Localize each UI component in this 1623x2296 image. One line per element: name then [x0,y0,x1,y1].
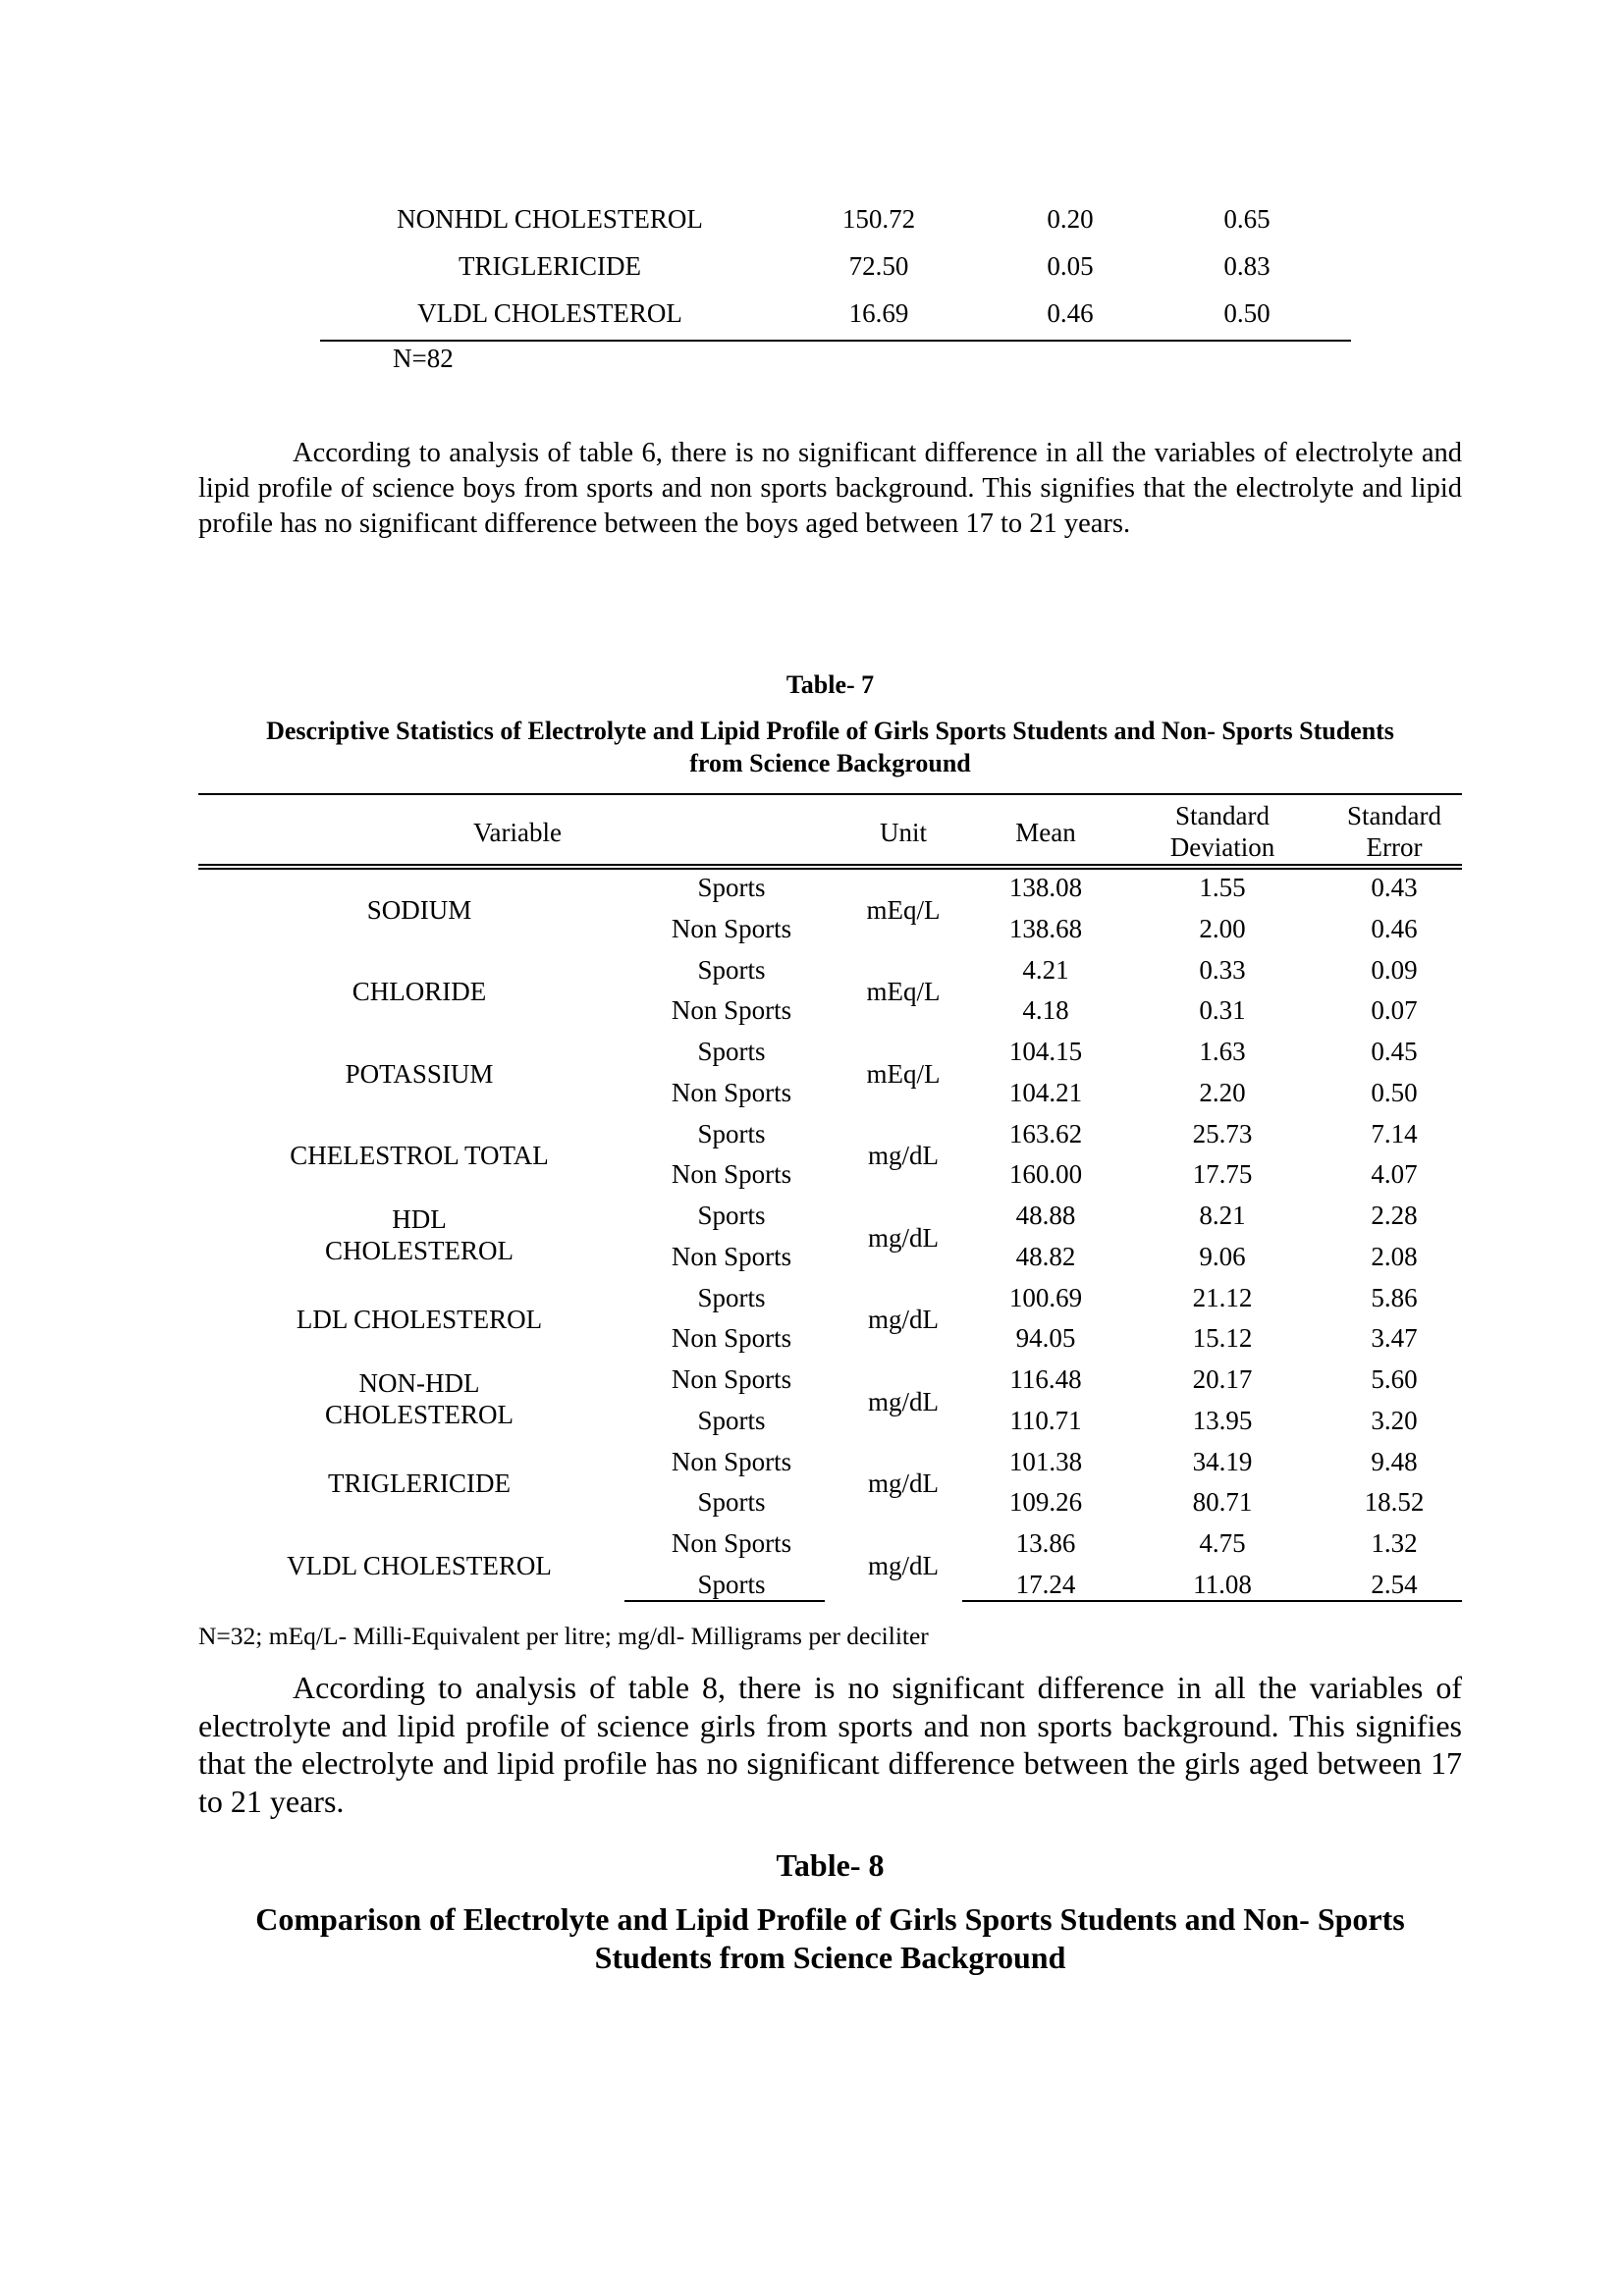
table-row [0,298,1623,338]
group-cell: Non Sports [671,1528,792,1558]
value-cell: 16.69 [848,298,909,328]
value-cell: 0.83 [1223,251,1271,281]
variable-label: SODIUM [366,894,472,925]
header-unit: Unit [879,818,927,847]
sd-cell: 1.55 [1199,873,1246,902]
group-cell: Sports [697,1282,766,1312]
variable-label: VLDL CHOLESTEROL [287,1550,552,1580]
se-cell: 5.86 [1371,1282,1418,1312]
unit-cell: mg/dL [868,1468,939,1499]
sd-cell: 2.20 [1199,1077,1246,1107]
unit-cell: mg/dL [868,1550,939,1580]
variable-label-line2: CHOLESTEROL [325,1236,514,1265]
paragraph-text: According to analysis of table 8, there is no significant difference in all the variables of electrolyte and lipid profile of science girls from sports and non sports background. This signifies that the electrolyte and lipid profile has no significant difference between the girls aged between 17 to 21 years. [198,1670,1462,1819]
mean-cell: 163.62 [1008,1118,1083,1148]
se-cell: 2.28 [1371,1201,1418,1230]
mean-cell: 48.82 [1015,1241,1076,1271]
variable-label: CHELESTROL TOTAL [290,1141,549,1171]
table-row [0,251,1623,291]
variable-label: HDL [392,1204,447,1234]
value-cell: 72.50 [848,251,909,281]
mean-cell: 17.24 [1015,1569,1076,1599]
table-note: N=32; mEq/L- Milli-Equivalent per litre; mg/dl- Milligrams per deciliter [198,1622,929,1650]
sd-cell: 0.31 [1199,995,1246,1025]
unit-cell: mg/dL [868,1141,939,1171]
variable-label: TRIGLERICIDE [328,1468,511,1499]
sd-cell: 9.06 [1199,1241,1246,1271]
table-title: Descriptive Statistics of Electrolyte and Lipid Profile of Girls Sports Students and Non- Sports Students [266,717,1394,745]
group-bottom-rule [624,1600,825,1602]
variable-cell: NONHDL CHOLESTEROL [397,204,703,234]
unit-cell: mEq/L [866,1058,941,1089]
variable-cell: VLDL CHOLESTEROL [417,298,682,328]
mean-cell: 101.38 [1008,1446,1083,1476]
se-cell: 4.07 [1371,1159,1418,1189]
mean-cell: 104.15 [1008,1037,1083,1066]
sd-cell: 8.21 [1199,1201,1246,1230]
unit-cell: mg/dL [868,1305,939,1335]
table-title-line2: Students from Science Background [594,1940,1066,1975]
sd-cell: 34.19 [1192,1446,1253,1476]
values-bottom-rule [962,1600,1462,1602]
se-cell: 0.09 [1371,954,1418,985]
group-cell: Sports [697,873,766,902]
unit-cell: mg/dL [868,1222,939,1253]
sd-cell: 80.71 [1192,1487,1253,1517]
header-double-rule [198,864,1462,866]
mean-cell: 110.71 [1009,1405,1082,1435]
group-cell: Sports [697,1037,766,1066]
header-double-rule [198,868,1462,870]
mean-cell: 138.68 [1008,913,1083,943]
se-cell: 3.47 [1371,1323,1418,1353]
body-paragraph [198,436,1462,542]
sd-cell: 13.95 [1192,1405,1253,1435]
mean-cell: 4.21 [1022,954,1069,985]
sd-cell: 0.33 [1199,954,1246,985]
group-cell: Non Sports [671,995,792,1025]
header-sd: Standard Deviation [1169,801,1275,862]
se-cell: 0.46 [1371,913,1418,943]
se-cell: 18.52 [1364,1487,1425,1517]
group-cell: Non Sports [671,913,792,943]
variable-label: POTASSIUM [345,1058,494,1089]
sd-cell: 20.17 [1192,1364,1253,1394]
group-cell: Non Sports [671,1159,792,1189]
se-cell: 0.43 [1371,873,1418,902]
group-cell: Sports [697,1487,766,1517]
sd-cell: 17.75 [1192,1159,1253,1189]
table-row [0,204,1623,243]
sd-cell: 2.00 [1199,913,1246,943]
sd-cell: 25.73 [1192,1118,1253,1148]
variable-cell: TRIGLERICIDE [459,251,641,281]
table-label: Table- 8 [776,1847,885,1883]
group-cell: Non Sports [671,1241,792,1271]
mean-cell: 116.48 [1009,1364,1082,1394]
table-title: Comparison of Electrolyte and Lipid Profile of Girls Sports Students and Non- Sports [255,1901,1405,1937]
variable-label: LDL CHOLESTEROL [296,1305,543,1335]
se-cell: 0.07 [1371,995,1418,1025]
table-note: N=82 [393,344,454,373]
mean-cell: 109.26 [1008,1487,1083,1517]
header-se: Standard Error [1347,801,1441,862]
mean-cell: 104.21 [1008,1077,1083,1107]
body-paragraph [198,1669,1462,1820]
sd-cell: 1.63 [1199,1037,1246,1066]
group-cell: Sports [697,1201,766,1230]
se-cell: 0.45 [1371,1037,1418,1066]
group-cell: Non Sports [671,1077,792,1107]
table-label: Table- 7 [785,670,875,699]
variable-label: NON-HDL [358,1368,480,1398]
header-variable: Variable [473,818,562,847]
mean-cell: 48.88 [1015,1201,1076,1230]
value-cell: 0.50 [1223,298,1271,328]
se-cell: 9.48 [1371,1446,1418,1476]
se-cell: 2.08 [1371,1241,1418,1271]
sd-cell: 21.12 [1192,1282,1253,1312]
paragraph-text: According to analysis of table 6, there is no significant difference in all the variables of electrolyte and lipid profile of science boys from sports and non sports background. This signifies that the electrolyte and lipid profile has no significant difference between the boys aged between 17 to 21 years. [198,438,1462,539]
se-cell: 3.20 [1371,1405,1418,1435]
sd-cell: 4.75 [1199,1528,1246,1558]
sd-cell: 15.12 [1192,1323,1253,1353]
mean-cell: 138.08 [1008,873,1083,902]
value-cell: 0.05 [1047,251,1094,281]
mean-cell: 100.69 [1008,1282,1083,1312]
mean-cell: 94.05 [1015,1323,1076,1353]
group-cell: Sports [697,1569,766,1599]
unit-cell: mg/dL [868,1386,939,1416]
se-cell: 0.50 [1371,1077,1418,1107]
variable-label: CHLORIDE [352,977,487,1007]
mean-cell: 4.18 [1022,995,1069,1025]
table-bottom-rule [320,340,1351,342]
group-cell: Non Sports [671,1446,792,1476]
group-cell: Sports [697,954,766,985]
group-cell: Non Sports [671,1323,792,1353]
mean-cell: 13.86 [1015,1528,1076,1558]
variable-label-line2: CHOLESTEROL [325,1400,514,1429]
value-cell: 0.65 [1223,204,1271,234]
header-mean: Mean [1015,818,1076,847]
sd-cell: 11.08 [1193,1569,1252,1599]
unit-cell: mEq/L [866,894,941,925]
group-cell: Sports [697,1118,766,1148]
se-cell: 2.54 [1371,1569,1418,1599]
se-cell: 1.32 [1371,1528,1418,1558]
se-cell: 7.14 [1371,1118,1418,1148]
table-title-line2: from Science Background [689,749,971,777]
value-cell: 0.46 [1047,298,1094,328]
group-cell: Sports [697,1405,766,1435]
value-cell: 150.72 [841,204,916,234]
se-cell: 5.60 [1371,1364,1418,1394]
table-top-rule [198,793,1462,795]
mean-cell: 160.00 [1008,1159,1083,1189]
group-cell: Non Sports [671,1364,792,1394]
unit-cell: mEq/L [866,977,941,1007]
value-cell: 0.20 [1047,204,1094,234]
